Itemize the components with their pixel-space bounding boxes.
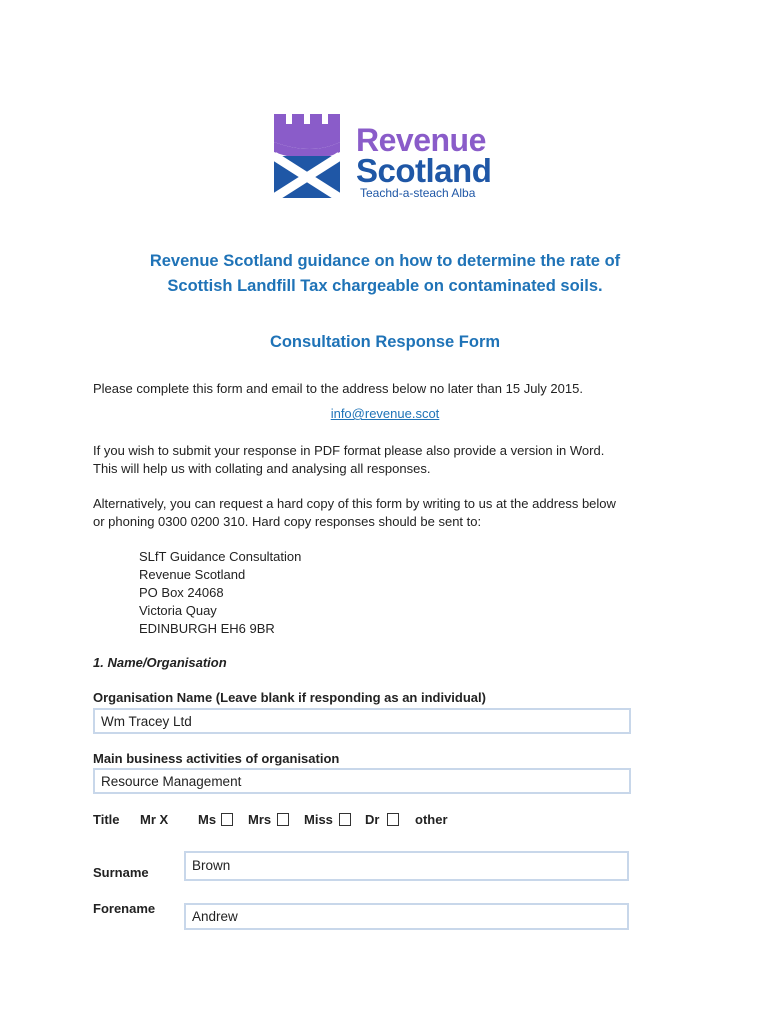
title-option-dr-label: Dr [365,812,380,827]
revenue-scotland-logo [272,112,502,204]
address-line: PO Box 24068 [139,585,224,600]
title-option-mrs-label: Mrs [248,812,272,827]
saltire-castle-icon [272,112,352,204]
address-line: EDINBURGH EH6 9BR [139,621,275,636]
forename-field[interactable]: Andrew [184,903,629,930]
email-link[interactable]: info@revenue.scot [330,406,440,421]
logo-word-revenue: Revenue [356,122,486,158]
miss-checkbox[interactable] [339,813,351,826]
instruction-paragraph: Please complete this form and email to the address below no later than 15 July 2015. [93,381,583,396]
surname-field[interactable]: Brown [184,851,629,881]
address-line: Victoria Quay [139,603,217,618]
title-option-mr: Mr X [140,812,169,827]
pdf-note-line-2: This will help us with collating and analysing all responses. [93,461,431,476]
address-line: Revenue Scotland [139,567,246,582]
title-option-miss-label: Miss [304,812,333,827]
title-label: Title [93,812,120,827]
organisation-name-label: Organisation Name (Leave blank if responding as an individual) [93,690,486,705]
forename-label: Forename [93,901,156,916]
title-option-other-label: other [415,812,448,827]
logo-tagline: Teachd-a-steach Alba [360,186,476,200]
pdf-note-line-1: If you wish to submit your response in PDF format please also provide a version in Word. [93,443,605,458]
document-title-line-2: Scottish Landfill Tax chargeable on contaminated soils. [167,277,603,295]
logo-word-scotland: Scotland [356,152,492,189]
title-option-ms-label: Ms [198,812,217,827]
surname-label: Surname [93,865,149,880]
hard-copy-note-line-1: Alternatively, you can request a hard copy of this form by writing to us at the address below [93,496,616,511]
title-options-row [93,812,673,832]
address-line: SLfT Guidance Consultation [139,549,302,564]
form-title: Consultation Response Form [269,333,501,351]
business-activities-label: Main business activities of organisation [93,751,340,766]
document-title-line-1: Revenue Scotland guidance on how to determine the rate of [149,252,621,270]
ms-checkbox[interactable] [221,813,233,826]
section-heading: 1. Name/Organisation [93,655,227,670]
business-activities-field[interactable]: Resource Management [93,768,631,794]
hard-copy-note-line-2: or phoning 0300 0200 310. Hard copy responses should be sent to: [93,514,482,529]
mrs-checkbox[interactable] [277,813,289,826]
dr-checkbox[interactable] [387,813,399,826]
organisation-name-field[interactable]: Wm Tracey Ltd [93,708,631,734]
